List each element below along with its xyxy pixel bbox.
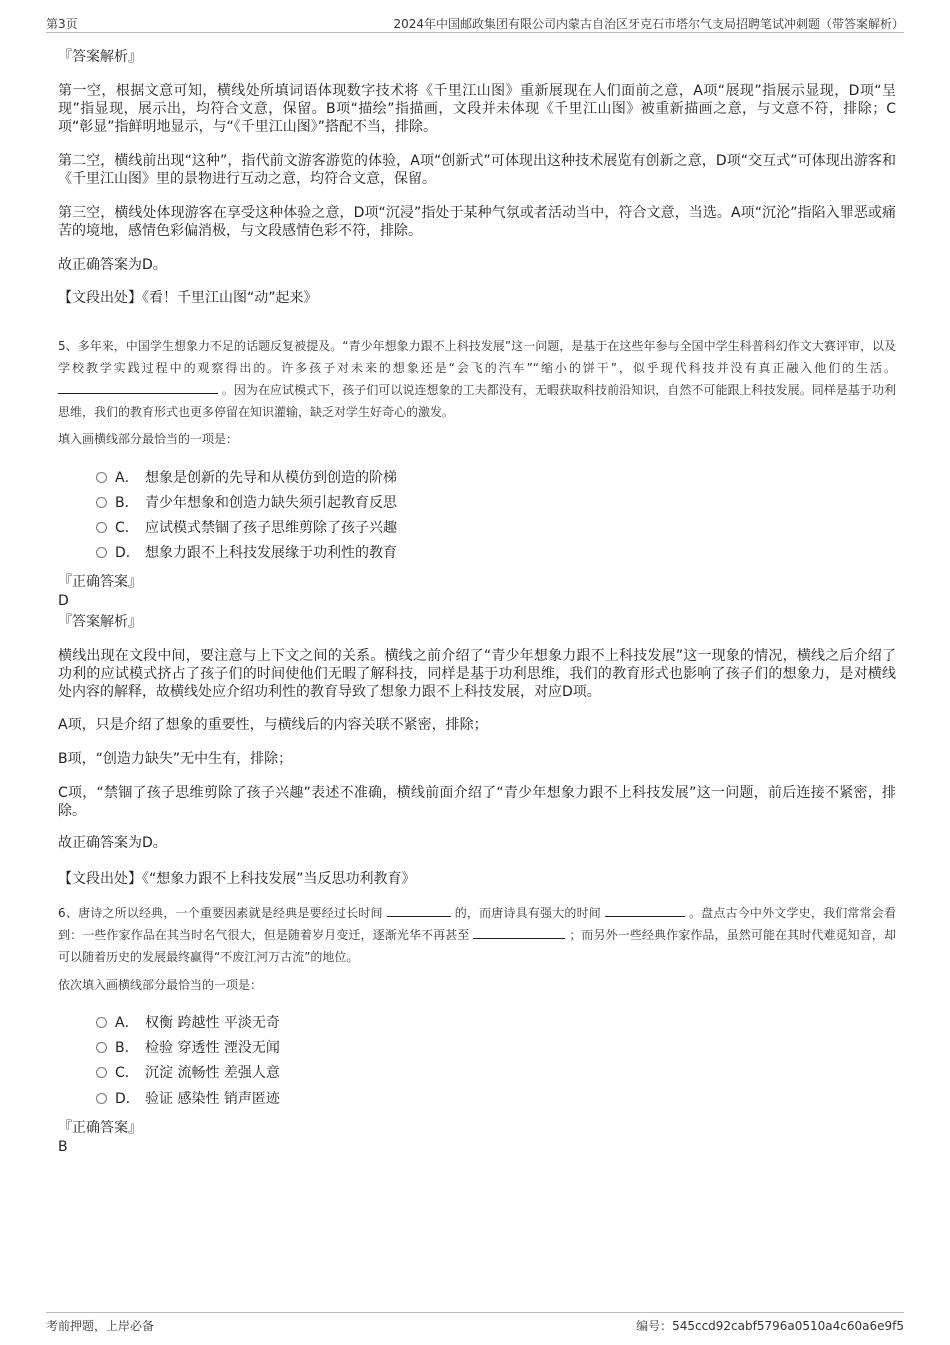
answer-blank	[473, 926, 565, 939]
correct-answer-label: 『正确答案』	[58, 1120, 142, 1136]
radio-icon[interactable]	[96, 1017, 107, 1028]
radio-icon[interactable]	[96, 1093, 107, 1104]
option-d[interactable]: D． 想象力跟不上科技发展缘于功利性的教育	[96, 543, 397, 563]
question-text: 。盘点古今中外文学史，我们常常会看到：一些作家作品在其当时名气很大，但是随着岁月变迁，逐渐光华不再甚至	[58, 906, 896, 942]
question-text: 的，而唐诗具有强大的时间	[454, 906, 601, 920]
question-text: ；而另外一些经典作家作品，虽然可能在其时代难觅知音，却可以随着历史的发展最终赢得“不废江河万古流”的地位。	[58, 928, 896, 964]
option-c[interactable]: C． 应试模式禁锢了孩子思维剪除了孩子兴趣	[96, 518, 397, 538]
option-d[interactable]: D． 验证 感染性 销声匿迹	[96, 1089, 280, 1109]
radio-icon[interactable]	[96, 547, 107, 558]
document-title: 2024年中国邮政集团有限公司内蒙古自治区牙克石市塔尔气支局招聘笔试冲刺题（带答案解析）	[393, 17, 904, 31]
page-header	[46, 12, 904, 33]
analysis-paragraph: 第一空，根据文意可知，横线处所填词语体现数字技术将《千里江山图》重新展现在人们面前之意，A项“展现”指展示显现，D项“呈现”指显现，展示出，均符合文意，保留。B项“描绘”指描画，文段并未体现《千里江山图》被重新描画之意，与文意不符，排除；C项“彰显”指鲜明地显示，与“《千里江山图》”搭配不当，排除。	[58, 83, 896, 135]
answer-conclusion: 故正确答案为D。	[58, 257, 167, 273]
question-text: 。因为在应试模式下，孩子们可以说连想象的工夫都没有，无暇获取科技前沿知识，自然不可能跟上科技发展。同样是基于功利思维，我们的教育形式也更多停留在知识灌输，缺乏对学生好奇心的激发。	[58, 383, 896, 419]
analysis-label: 『答案解析』	[58, 614, 142, 630]
analysis-section-1	[58, 48, 896, 66]
page-footer	[46, 1312, 904, 1335]
question-prompt: 依次填入画横线部分最恰当的一项是：	[58, 978, 263, 992]
answer-blank	[605, 904, 685, 917]
analysis-paragraph: 横线出现在文段中间，要注意与上下文之间的关系。横线之前介绍了“青少年想象力跟不上科技发展”这一现象的情况，横线之后介绍了功利的应试模式挤占了孩子们的时间使他们无暇了解科技，同样是基于功利思维，我们的教育形式也影响了孩子们的想象力，是对横线处内容的解释，故横线处应介绍功利性的教育导致了想象力跟不上科技发展，对应D项。	[58, 648, 896, 700]
question-5-stem	[58, 335, 896, 423]
answer-conclusion: 故正确答案为D。	[58, 835, 167, 851]
source-citation: 【文段出处】《“想象力跟不上科技发展”当反思功利教育》	[58, 871, 416, 887]
answer-blank	[387, 904, 451, 917]
option-a[interactable]: A． 权衡 跨越性 平淡无奇	[96, 1013, 280, 1033]
radio-icon[interactable]	[96, 497, 107, 508]
answer-blank	[58, 381, 218, 394]
correct-answer: B	[58, 1139, 68, 1155]
radio-icon[interactable]	[96, 1042, 107, 1053]
correct-answer: D	[58, 593, 69, 609]
option-b[interactable]: B． 青少年想象和创造力缺失须引起教育反思	[96, 493, 397, 513]
analysis-label: 『答案解析』	[58, 49, 142, 65]
analysis-paragraph: B项，“创造力缺失”无中生有，排除；	[58, 751, 293, 767]
option-b[interactable]: B． 检验 穿透性 湮没无闻	[96, 1038, 280, 1058]
correct-answer-label: 『正确答案』	[58, 574, 142, 590]
document-id: 编号：545ccd92cabf5796a0510a4c60a6e9f5	[636, 1319, 904, 1333]
analysis-paragraph: A项，只是介绍了想象的重要性，与横线后的内容关联不紧密，排除；	[58, 717, 488, 733]
radio-icon[interactable]	[96, 522, 107, 533]
question-6-stem	[58, 902, 896, 968]
footer-slogan: 考前押题，上岸必备	[46, 1319, 155, 1333]
radio-icon[interactable]	[96, 1067, 107, 1078]
source-citation: 【文段出处】《看！千里江山图“动”起来》	[58, 290, 318, 306]
question-prompt: 填入画横线部分最恰当的一项是：	[58, 432, 239, 446]
analysis-paragraph: C项，“禁锢了孩子思维剪除了孩子兴趣”表述不准确，横线前面介绍了“青少年想象力跟不上科技发展”这一问题，前后连接不紧密，排除。	[58, 785, 896, 819]
option-a[interactable]: A． 想象是创新的先导和从模仿到创造的阶梯	[96, 468, 397, 488]
analysis-paragraph: 第三空，横线处体现游客在享受这种体验之意，D项“沉浸”指处于某种气氛或者活动当中，符合文意，当选。A项“沉沦”指陷入罪恶或痛苦的境地，感情色彩偏消极，与文段感情色彩不符，排除。	[58, 205, 896, 239]
radio-icon[interactable]	[96, 472, 107, 483]
question-text: 6、唐诗之所以经典，一个重要因素就是经典是要经过长时间	[58, 906, 383, 920]
page-number: 第3页	[46, 17, 78, 31]
option-c[interactable]: C． 沉淀 流畅性 差强人意	[96, 1063, 280, 1083]
analysis-paragraph: 第二空，横线前出现“这种”，指代前文游客游览的体验，A项“创新式”可体现出这种技术展览有创新之意，D项“交互式”可体现出游客和《千里江山图》里的景物进行互动之意，均符合文意，保留。	[58, 153, 896, 187]
question-text: 5、多年来，中国学生想象力不足的话题反复被提及。“青少年想象力跟不上科技发展”这一问题，是基于在这些年参与全国中学生科普科幻作文大赛评审，以及学校教学实践过程中的观察得出的。许多孩子对未来的想象还是“会飞的汽车”“缩小的饼干”，似乎现代科技并没有真正融入他们的生活。	[58, 339, 896, 375]
